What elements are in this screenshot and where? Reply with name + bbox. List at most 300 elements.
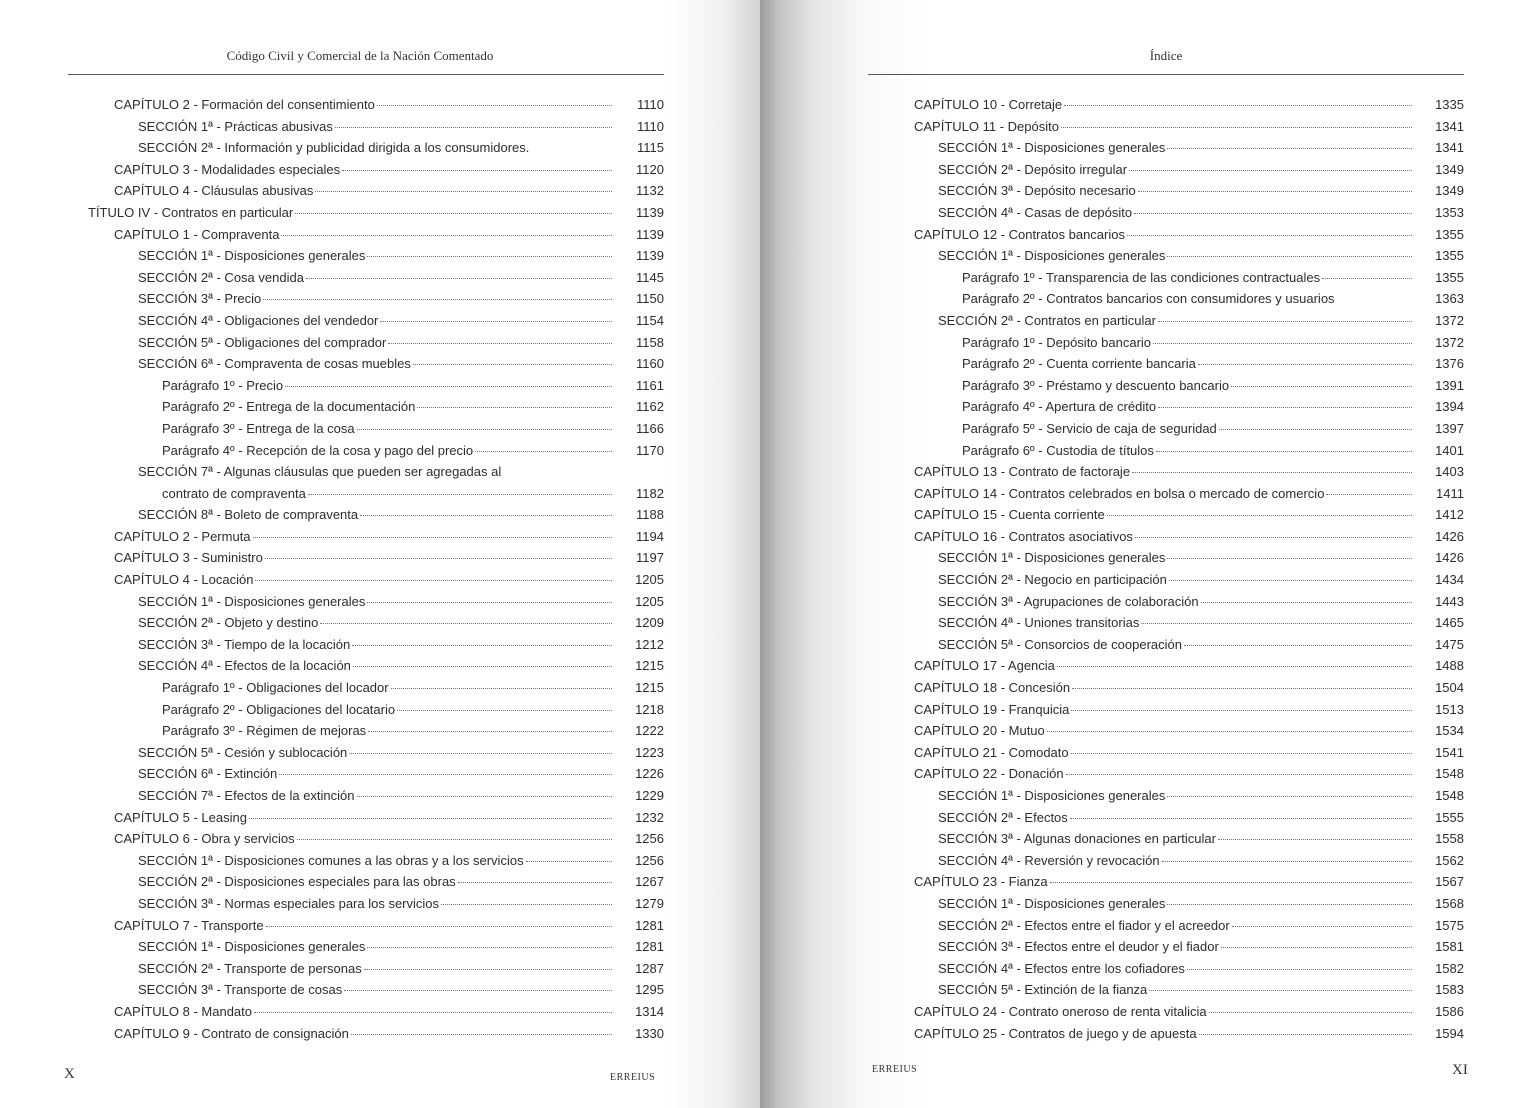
toc-entry	[914, 310, 1464, 332]
dot-leader	[1061, 127, 1412, 128]
toc-page-number: 1150	[636, 291, 664, 307]
toc-page-number: 1443	[1435, 593, 1464, 609]
toc-entry	[914, 936, 1464, 958]
toc-page-number: 1110	[637, 118, 664, 134]
dot-leader	[1071, 753, 1412, 754]
toc-entry	[914, 1001, 1464, 1023]
toc-entry-label: Parágrafo 1º - Obligaciones del locador	[162, 680, 389, 696]
dot-leader	[1066, 774, 1412, 775]
toc-entry-label: SECCIÓN 7ª - Algunas cláusulas que pueden ser agregadas al	[138, 464, 502, 480]
toc-entry-label: SECCIÓN 6ª - Compraventa de cosas muebles	[138, 356, 411, 372]
dot-leader	[315, 191, 612, 192]
toc-entry-label: SECCIÓN 3ª - Efectos entre el deudor y el fiador	[938, 939, 1219, 955]
toc-page-number: 1139	[636, 248, 664, 264]
toc-entry-label: CAPÍTULO 23 - Fianza	[914, 874, 1048, 890]
toc-entry	[914, 526, 1464, 548]
toc-page-number: 1267	[635, 874, 664, 890]
dot-leader	[1127, 235, 1412, 236]
toc-page-number: 1391	[1435, 377, 1464, 393]
toc-entry	[88, 310, 664, 332]
toc-entry-label: Parágrafo 2º - Obligaciones del locatario	[162, 701, 396, 717]
toc-page-number: 1534	[1435, 723, 1464, 739]
toc-entry	[88, 936, 664, 958]
toc-page-number: 1194	[636, 528, 664, 544]
toc-entry-label: SECCIÓN 2ª - Disposiciones especiales para las obras	[138, 874, 456, 890]
toc-entry	[88, 850, 664, 872]
toc-entry	[914, 915, 1464, 937]
toc-entry	[914, 116, 1464, 138]
dot-leader	[295, 213, 612, 214]
toc-list	[88, 94, 664, 1044]
dot-leader	[281, 235, 612, 236]
toc-entry	[88, 677, 664, 699]
toc-entry	[88, 504, 664, 526]
toc-page-number: 1583	[1435, 982, 1464, 998]
toc-entry	[88, 267, 664, 289]
toc-entry-label: SECCIÓN 4ª - Efectos de la locación	[138, 658, 351, 674]
toc-entry	[88, 375, 664, 397]
toc-entry-label: SECCIÓN 4ª - Obligaciones del vendedor	[138, 312, 379, 328]
toc-entry	[914, 94, 1464, 116]
toc-entry-label: CAPÍTULO 5 - Leasing	[114, 809, 247, 825]
toc-entry	[88, 893, 664, 915]
toc-page-number: 1341	[1435, 118, 1464, 134]
toc-page-number: 1562	[1435, 852, 1464, 868]
toc-page-number: 1188	[636, 507, 664, 523]
toc-entry	[914, 591, 1464, 613]
toc-page-number: 1281	[635, 939, 664, 955]
dot-leader	[357, 429, 612, 430]
toc-page-number: 1541	[1435, 744, 1464, 760]
toc-entry-label: CAPÍTULO 9 - Contrato de consignación	[114, 1025, 349, 1041]
dot-leader	[352, 645, 612, 646]
toc-entry	[88, 871, 664, 893]
toc-entry	[914, 245, 1464, 267]
dot-leader	[367, 947, 612, 948]
toc-entry-label: CAPÍTULO 19 - Franquicia	[914, 701, 1070, 717]
toc-page-number: 1349	[1435, 161, 1464, 177]
toc-entry-label: SECCIÓN 5ª - Obligaciones del comprador	[138, 334, 387, 350]
toc-entry-label: SECCIÓN 3ª - Tiempo de la locación	[138, 636, 351, 652]
dot-leader	[1158, 321, 1412, 322]
toc-entry-label: SECCIÓN 2ª - Objeto y destino	[138, 615, 319, 631]
toc-entry-label: Parágrafo 2º - Contratos bancarios con consumidores y usuarios	[962, 291, 1335, 307]
dot-leader	[1057, 666, 1412, 667]
toc-entry	[914, 655, 1464, 677]
toc-page-number: 1197	[636, 550, 664, 566]
dot-leader	[351, 1034, 612, 1035]
dot-leader	[388, 343, 612, 344]
toc-page-number: 1139	[636, 226, 664, 242]
toc-page-number: 1154	[636, 312, 664, 328]
toc-page-number: 1434	[1435, 572, 1464, 588]
toc-page-number: 1412	[1435, 507, 1464, 523]
toc-entry	[914, 137, 1464, 159]
dot-leader	[380, 321, 612, 322]
toc-entry	[914, 224, 1464, 246]
dot-leader	[475, 451, 612, 452]
dot-leader	[1158, 407, 1412, 408]
toc-entry-label: SECCIÓN 2ª - Información y publicidad dirigida a los consumidores.	[138, 140, 530, 156]
dot-leader	[266, 926, 612, 927]
toc-entry-label: SECCIÓN 1ª - Disposiciones generales	[938, 895, 1166, 911]
dot-leader	[1070, 818, 1412, 819]
toc-entry-label: Parágrafo 6º - Custodia de títulos	[962, 442, 1154, 458]
toc-entry	[88, 591, 664, 613]
toc-entry-label: TÍTULO IV - Contratos en particular	[88, 204, 294, 220]
toc-entry-label: Parágrafo 5º - Servicio de caja de seguridad	[962, 420, 1217, 436]
toc-page-number: 1401	[1435, 442, 1464, 458]
dot-leader	[360, 515, 612, 516]
dot-leader	[308, 494, 612, 495]
toc-page-number: 1349	[1435, 183, 1464, 199]
toc-page-number: 1212	[635, 636, 664, 652]
toc-page-number: 1411	[1436, 485, 1464, 501]
dot-leader	[1162, 861, 1412, 862]
toc-entry	[914, 785, 1464, 807]
toc-entry	[88, 159, 664, 181]
dot-leader	[1050, 882, 1412, 883]
dot-leader	[367, 256, 612, 257]
toc-entry	[88, 655, 664, 677]
toc-entry	[914, 677, 1464, 699]
dot-leader	[1141, 623, 1412, 624]
dot-leader	[255, 580, 612, 581]
toc-entry	[88, 526, 664, 548]
toc-page-number: 1376	[1435, 356, 1464, 372]
toc-entry-label: SECCIÓN 2ª - Efectos	[938, 809, 1068, 825]
toc-entry-label: SECCIÓN 2ª - Efectos entre el fiador y el acreedor	[938, 917, 1230, 933]
toc-page-number: 1558	[1435, 831, 1464, 847]
dot-leader	[441, 904, 612, 905]
toc-entry	[88, 180, 664, 202]
toc-entry-label: CAPÍTULO 4 - Locación	[114, 572, 254, 588]
toc-page-number: 1575	[1435, 917, 1464, 933]
toc-entry	[914, 353, 1464, 375]
toc-entry	[88, 461, 664, 504]
toc-entry-label: SECCIÓN 1ª - Disposiciones generales	[938, 788, 1166, 803]
toc-entry-label: SECCIÓN 5ª - Extinción de la fianza	[938, 982, 1148, 998]
dot-leader	[1322, 278, 1412, 279]
toc-page-number: 1166	[636, 420, 664, 436]
toc-entry	[88, 569, 664, 591]
toc-page-number: 1475	[1435, 636, 1464, 652]
toc-page-number: 1426	[1435, 550, 1464, 566]
toc-entry-label: Parágrafo 2º - Cuenta corriente bancaria	[962, 356, 1196, 372]
toc-page-number: 1215	[635, 680, 664, 696]
toc-entry-label: contrato de compraventa	[162, 485, 306, 501]
toc-entry	[914, 375, 1464, 397]
dot-leader	[377, 105, 612, 106]
toc-page-number: 1363	[1435, 291, 1464, 307]
dot-leader	[1219, 429, 1412, 430]
header-rule	[68, 74, 664, 75]
toc-entry-label: CAPÍTULO 2 - Formación del consentimiento	[114, 97, 375, 112]
toc-page-number: 1229	[635, 788, 664, 803]
toc-entry	[914, 893, 1464, 915]
toc-entry	[914, 807, 1464, 829]
toc-entry-label: CAPÍTULO 4 - Cláusulas abusivas	[114, 183, 314, 199]
toc-entry-label: CAPÍTULO 11 - Depósito	[914, 118, 1059, 134]
dot-leader	[391, 688, 612, 689]
toc-page-number: 1355	[1435, 269, 1464, 285]
toc-entry-label: SECCIÓN 4ª - Efectos entre los cofiadores	[938, 960, 1185, 976]
toc-entry-label: CAPÍTULO 8 - Mandato	[114, 1003, 252, 1019]
dot-leader	[249, 818, 612, 819]
dot-leader	[1156, 451, 1412, 452]
toc-page-number: 1581	[1435, 939, 1464, 955]
dot-leader	[1167, 558, 1412, 559]
toc-entry-label: SECCIÓN 4ª - Casas de depósito	[938, 204, 1133, 220]
toc-entry-label: SECCIÓN 1ª - Disposiciones generales	[138, 248, 366, 264]
toc-entry-label: CAPÍTULO 13 - Contrato de factoraje	[914, 464, 1131, 480]
dot-leader	[253, 537, 612, 538]
dot-leader	[263, 299, 612, 300]
toc-page-number: 1226	[635, 766, 664, 782]
toc-page-number: 1548	[1435, 788, 1464, 803]
dot-leader	[1198, 364, 1412, 365]
dot-leader	[1326, 494, 1412, 495]
toc-page-number: 1120	[636, 161, 664, 177]
toc-entry-label: CAPÍTULO 14 - Contratos celebrados en bolsa o mercado de comercio	[914, 485, 1325, 501]
toc-entry-label: SECCIÓN 1ª - Disposiciones generales	[138, 593, 366, 609]
dot-leader	[526, 861, 612, 862]
toc-entry-label: SECCIÓN 5ª - Consorcios de cooperación	[938, 636, 1182, 652]
dot-leader	[357, 796, 612, 797]
dot-leader	[306, 278, 612, 279]
toc-entry	[914, 440, 1464, 462]
toc-entry	[914, 202, 1464, 224]
toc-entry-label: CAPÍTULO 22 - Donación	[914, 766, 1064, 782]
toc-entry-label: SECCIÓN 2ª - Transporte de personas	[138, 960, 362, 976]
toc-entry-label: SECCIÓN 2ª - Negocio en participación	[938, 572, 1167, 588]
dot-leader	[335, 127, 612, 128]
toc-page-number: 1161	[636, 377, 664, 393]
toc-entry-label: Parágrafo 1º - Transparencia de las condiciones contractuales	[962, 269, 1321, 285]
dot-leader	[1169, 580, 1412, 581]
toc-entry	[88, 116, 664, 138]
toc-page-number: 1158	[636, 334, 664, 350]
toc-page-number: 1548	[1435, 766, 1464, 782]
toc-entry	[914, 461, 1464, 483]
toc-entry	[88, 245, 664, 267]
toc-entry	[88, 418, 664, 440]
toc-entry	[914, 418, 1464, 440]
toc-page-number: 1353	[1435, 204, 1464, 220]
dot-leader	[1129, 170, 1412, 171]
toc-entry	[914, 332, 1464, 354]
dot-leader	[417, 407, 612, 408]
page-folio: XI	[1452, 1062, 1468, 1078]
toc-page-number: 1110	[637, 97, 664, 112]
toc-page-number: 1232	[635, 809, 664, 825]
publisher-name: ERREIUS	[610, 1072, 656, 1083]
toc-page-number: 1295	[635, 982, 664, 998]
dot-leader	[1153, 343, 1412, 344]
toc-page-number: 1355	[1435, 226, 1464, 242]
toc-page-number: 1397	[1435, 420, 1464, 436]
toc-entry-label: CAPÍTULO 25 - Contratos de juego y de apuesta	[914, 1025, 1197, 1041]
dot-leader	[297, 839, 612, 840]
toc-page-number: 1488	[1435, 658, 1464, 674]
toc-page-number: 1582	[1435, 960, 1464, 976]
dot-leader	[1209, 1012, 1412, 1013]
toc-entry	[88, 807, 664, 829]
dot-leader	[1167, 904, 1412, 905]
toc-entry-label: SECCIÓN 3ª - Algunas donaciones en particular	[938, 831, 1216, 847]
toc-entry	[88, 396, 664, 418]
dot-leader	[413, 364, 612, 365]
toc-entry	[914, 288, 1464, 310]
toc-page-number: 1281	[635, 917, 664, 933]
dot-leader	[342, 170, 612, 171]
toc-entry	[88, 547, 664, 569]
toc-entry-label: Parágrafo 2º - Entrega de la documentación	[162, 399, 416, 415]
dot-leader	[1231, 386, 1412, 387]
toc-entry	[88, 699, 664, 721]
toc-page-number: 1222	[635, 723, 664, 739]
dot-leader	[1167, 148, 1412, 149]
dot-leader	[1071, 710, 1412, 711]
toc-entry-label: SECCIÓN 3ª - Depósito necesario	[938, 183, 1136, 199]
toc-page-number: 1205	[635, 593, 664, 609]
toc-page-number: 1568	[1435, 895, 1464, 911]
toc-entry-label: SECCIÓN 3ª - Agrupaciones de colaboración	[938, 593, 1199, 609]
toc-entry-label: Parágrafo 4º - Recepción de la cosa y pago del precio	[162, 442, 474, 458]
dot-leader	[1218, 839, 1412, 840]
toc-entry	[914, 763, 1464, 785]
toc-page-number: 1215	[635, 658, 664, 674]
toc-entry-label: CAPÍTULO 10 - Corretaje	[914, 97, 1063, 112]
toc-page-number: 1279	[635, 895, 664, 911]
toc-entry-label: CAPÍTULO 15 - Cuenta corriente	[914, 507, 1105, 523]
toc-entry-label: Parágrafo 4º - Apertura de crédito	[962, 399, 1157, 415]
toc-entry-label: SECCIÓN 4ª - Uniones transitorias	[938, 615, 1140, 631]
toc-entry	[88, 785, 664, 807]
toc-page-number: 1162	[636, 399, 664, 415]
dot-leader	[1167, 256, 1412, 257]
toc-entry-label: SECCIÓN 2ª - Depósito irregular	[938, 161, 1128, 177]
toc-entry-label: SECCIÓN 2ª - Contratos en particular	[938, 312, 1156, 328]
toc-page-number: 1555	[1435, 809, 1464, 825]
toc-entry-label: CAPÍTULO 2 - Permuta	[114, 528, 251, 544]
page-header: Índice	[1149, 48, 1183, 63]
toc-entry-label: CAPÍTULO 18 - Concesión	[914, 680, 1071, 696]
dot-leader	[1107, 515, 1412, 516]
toc-page-number: 1223	[635, 744, 664, 760]
toc-entry-label: SECCIÓN 1ª - Disposiciones generales	[938, 248, 1166, 264]
toc-page-number: 1145	[636, 269, 664, 285]
toc-entry	[914, 871, 1464, 893]
toc-entry	[914, 180, 1464, 202]
dot-leader	[1134, 213, 1412, 214]
toc-entry	[88, 353, 664, 375]
right-page	[760, 0, 1536, 1108]
toc-entry	[914, 612, 1464, 634]
toc-entry-label: CAPÍTULO 1 - Compraventa	[114, 226, 280, 242]
toc-page-number: 1209	[635, 615, 664, 631]
toc-entry	[88, 958, 664, 980]
toc-entry	[88, 763, 664, 785]
toc-entry	[914, 267, 1464, 289]
dot-leader	[1072, 688, 1412, 689]
toc-entry-label: SECCIÓN 1ª - Disposiciones generales	[138, 939, 366, 955]
toc-entry-label: SECCIÓN 1ª - Disposiciones generales	[938, 550, 1166, 566]
toc-entry-label: Parágrafo 3º - Régimen de mejoras	[162, 723, 367, 739]
header-rule	[868, 74, 1464, 75]
toc-entry-label: SECCIÓN 8ª - Boleto de compraventa	[138, 507, 359, 523]
toc-entry	[88, 1001, 664, 1023]
toc-entry-label: CAPÍTULO 24 - Contrato oneroso de renta vitalicia	[914, 1003, 1207, 1019]
toc-page-number: 1335	[1435, 97, 1464, 112]
toc-page-number: 1372	[1435, 334, 1464, 350]
toc-entry	[88, 612, 664, 634]
dot-leader	[1187, 969, 1412, 970]
toc-page-number: 1314	[635, 1003, 664, 1019]
toc-page-number: 1394	[1435, 399, 1464, 415]
toc-entry	[88, 979, 664, 1001]
left-page	[0, 0, 760, 1108]
dot-leader	[1135, 537, 1412, 538]
toc-page-number: 1132	[636, 183, 664, 199]
toc-entry-label: Parágrafo 3º - Entrega de la cosa	[162, 420, 355, 436]
toc-entry-label: CAPÍTULO 6 - Obra y servicios	[114, 831, 295, 847]
toc-entry	[914, 504, 1464, 526]
dot-leader	[1064, 105, 1412, 106]
toc-entry-label: CAPÍTULO 21 - Comodato	[914, 744, 1069, 760]
dot-leader	[1184, 645, 1412, 646]
toc-entry	[88, 94, 664, 116]
toc-entry	[88, 828, 664, 850]
toc-list	[914, 94, 1464, 1044]
toc-page-number: 1513	[1435, 701, 1464, 717]
toc-entry	[914, 483, 1464, 505]
toc-entry	[914, 958, 1464, 980]
toc-entry-label: SECCIÓN 7ª - Efectos de la extinción	[138, 788, 355, 803]
toc-entry-label: SECCIÓN 6ª - Extinción	[138, 766, 278, 782]
toc-entry-label: SECCIÓN 2ª - Cosa vendida	[138, 269, 304, 285]
page-header: Código Civil y Comercial de la Nación Comentado	[226, 48, 494, 63]
dot-leader	[344, 990, 612, 991]
toc-page-number: 1586	[1435, 1003, 1464, 1019]
toc-entry	[914, 547, 1464, 569]
dot-leader	[1047, 731, 1412, 732]
toc-entry	[914, 720, 1464, 742]
toc-entry-label: CAPÍTULO 16 - Contratos asociativos	[914, 528, 1133, 544]
toc-entry	[914, 979, 1464, 1001]
dot-leader	[367, 602, 612, 603]
toc-page-number: 1218	[635, 701, 664, 717]
dot-leader	[368, 731, 612, 732]
dot-leader	[1232, 926, 1412, 927]
toc-entry	[88, 720, 664, 742]
dot-leader	[265, 558, 612, 559]
toc-page-number: 1205	[635, 572, 664, 588]
dot-leader	[320, 623, 612, 624]
toc-page-number: 1504	[1435, 680, 1464, 696]
dot-leader	[1149, 990, 1412, 991]
toc-entry	[914, 828, 1464, 850]
toc-entry-label: CAPÍTULO 17 - Agencia	[914, 658, 1055, 674]
toc-entry	[88, 634, 664, 656]
toc-entry	[914, 159, 1464, 181]
toc-entry	[88, 224, 664, 246]
dot-leader	[364, 969, 612, 970]
toc-entry	[88, 137, 664, 159]
toc-page-number: 1139	[636, 204, 664, 220]
toc-page-number: 1170	[636, 442, 664, 458]
dot-leader	[1167, 796, 1412, 797]
